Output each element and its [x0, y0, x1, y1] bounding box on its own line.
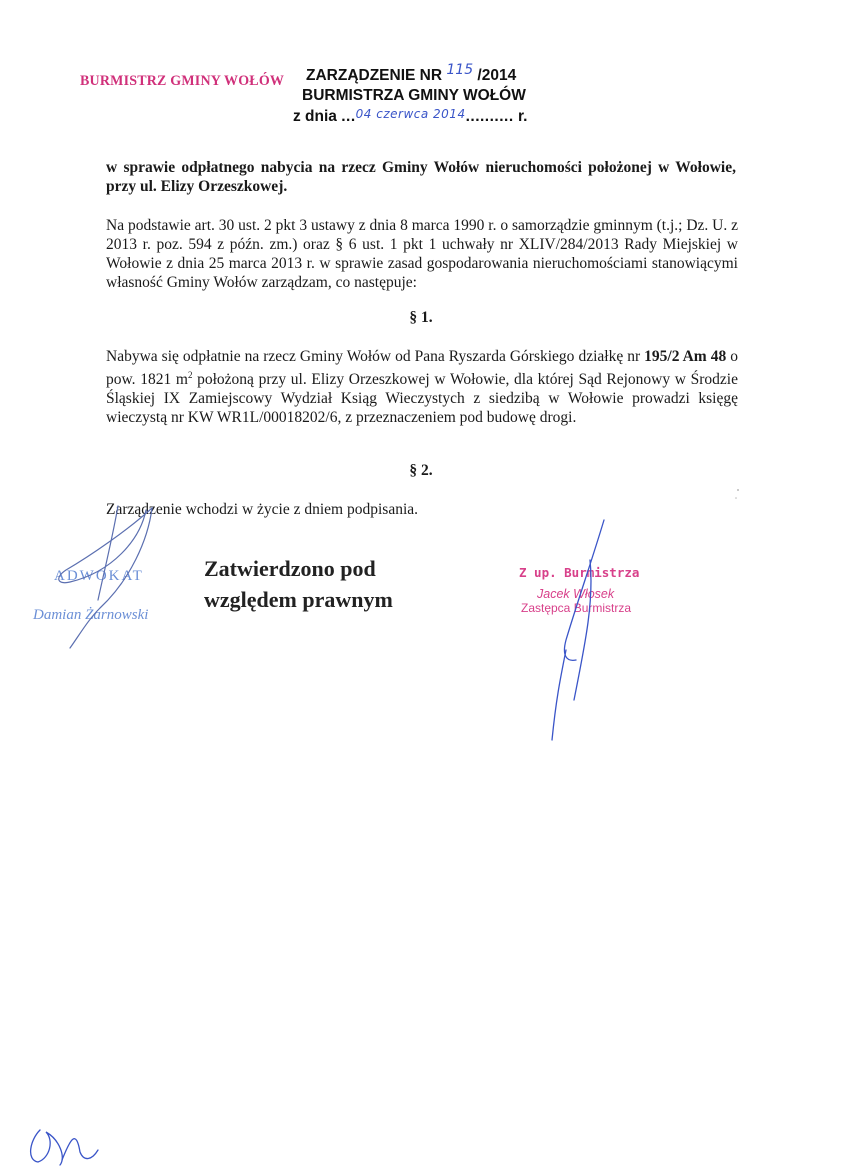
section-1-text-b: o pow. 1821 m — [106, 348, 738, 389]
initials-mark — [31, 1130, 98, 1165]
title-suffix: /2014 — [477, 67, 517, 84]
scan-speck — [735, 489, 739, 499]
document-issuer: BURMISTRZA GMINY WOŁÓW — [302, 87, 526, 104]
approval-line-1: Zatwierdzono pod — [204, 556, 376, 581]
date-dots-before: ... — [341, 108, 356, 125]
handwritten-date: 04 czerwca 2014 — [355, 107, 466, 121]
handwritten-number: 115 — [446, 62, 474, 78]
section-1-heading: § 1. — [409, 309, 433, 326]
deputy-stamp-name: Jacek Włosek — [537, 587, 615, 601]
section-2-heading: § 2. — [409, 462, 433, 479]
approval-line-2: względem prawnym — [204, 587, 393, 612]
legal-basis: Na podstawie art. 30 ust. 2 pkt 3 ustawy z dnia 8 marca 1990 r. o samorządzie gminnym (t.j.; Dz. U. z 2013 r. poz. 594 z późn. zm.) oraz § 6 ust. 1 pkt 1 uchwały nr XLIV/284/2013 Rady Miejskiej w Wołowie z dnia 25 marca 2013 r. w sprawie zasad gospodarowania nieruchomościami stanowiącymi własność Gminy Wołów zarządzam, co następuje: — [106, 217, 738, 291]
subject: w sprawie odpłatnego nabycia na rzecz Gminy Wołów nieruchomości położonej w Wołowie, przy ul. Elizy Orzeszkowej. — [106, 159, 736, 195]
parcel-number: 195/2 Am 48 — [644, 348, 727, 365]
document-date — [293, 108, 527, 126]
title-prefix: ZARZĄDZENIE NR — [306, 67, 443, 84]
area-unit-exponent: 2 — [187, 370, 193, 380]
lawyer-stamp-name: Damian Żarnowski — [33, 607, 149, 623]
deputy-stamp-role: Zastępca Burmistrza — [521, 601, 632, 615]
document-title — [306, 62, 517, 85]
issuer-stamp: BURMISTRZ GMINY WOŁÓW — [80, 73, 285, 90]
deputy-signature — [552, 520, 604, 740]
section-1-text-c: położoną przy ul. Elizy Orzeszkowej w Wołowie, dla której Sąd Rejonowy w Środzie Śląskiej IX Zamiejscowy Wydział Ksiąg Wieczystych z siedzibą w Wołowie prowadzi księgę wieczystą nr KW WR1L/00018202/6, z przeznaczeniem pod budowę drogi. — [106, 371, 738, 427]
section-2-text: Zarządzenie wchodzi w życie z dniem podpisania. — [106, 501, 419, 518]
deputy-stamp-line1: Z up. Burmistrza — [519, 565, 640, 580]
section-1-text-a: Nabywa się odpłatnie na rzecz Gminy Wołów od Pana Ryszarda Górskiego działkę nr — [106, 348, 645, 365]
legal-approval-stamp — [204, 553, 393, 615]
section-1-text — [106, 347, 738, 427]
date-prefix: z dnia — [293, 108, 337, 125]
date-dots-after: .......... — [465, 108, 514, 125]
lawyer-stamp-title: ADWOKAT — [54, 568, 144, 584]
date-suffix: r. — [517, 108, 528, 125]
